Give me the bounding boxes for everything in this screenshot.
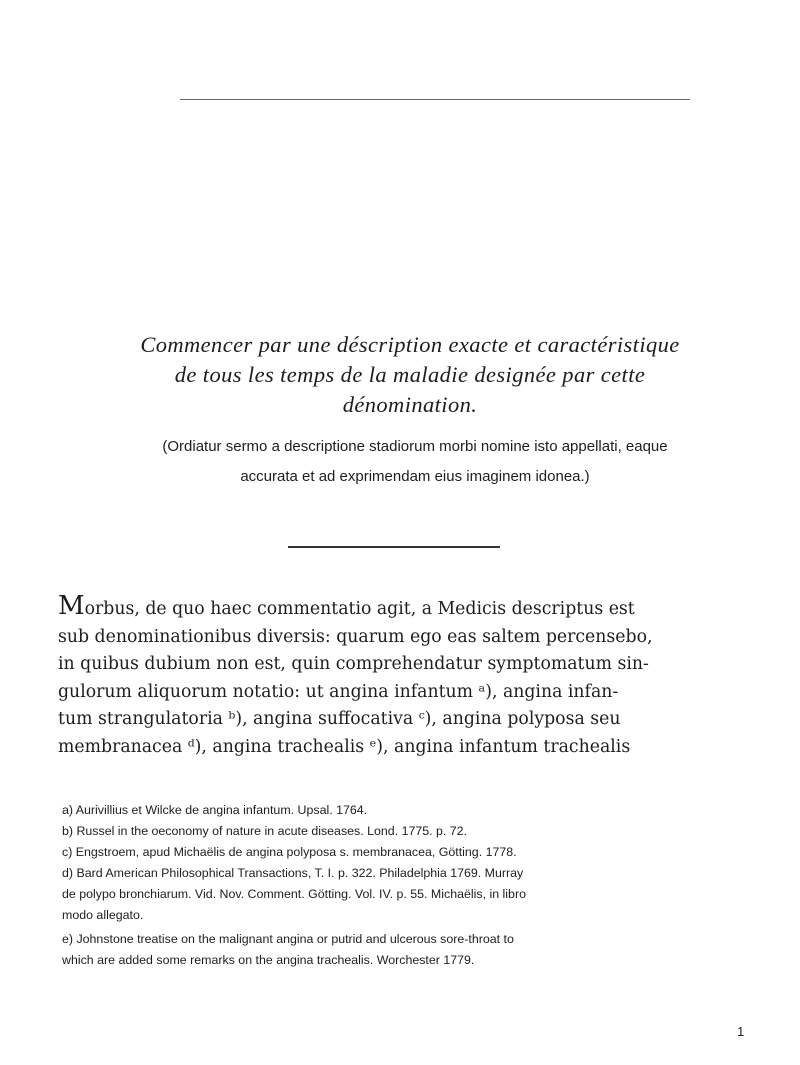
footnote-a: a) Aurivillius et Wilcke de angina infantum. Upsal. 1764.	[62, 803, 368, 817]
body-line	[58, 591, 782, 624]
body-line: sub denominationibus diversis: quarum ego eas saltem percensebo,	[58, 626, 653, 647]
body-line: tum strangulatoria ᵇ), angina suffocativa ᶜ), angina polyposa seu	[58, 709, 621, 729]
body-line: gulorum aliquorum notatio: ut angina infantum ᵃ), angina infan-	[58, 681, 619, 702]
drop-cap: M	[58, 591, 85, 621]
body-line: membranacea ᵈ), angina trachealis ᵉ), angina infantum trachealis	[58, 736, 631, 757]
french-heading-line: de tous les temps de la maladie designée par cette	[174, 362, 646, 387]
footnote-b: b) Russel in the oeconomy of nature in acute diseases. Lond. 1775. p. 72.	[62, 824, 468, 838]
latin-heading-line: (Ordiatur sermo a descriptione stadiorum morbi nomine isto appellati, eaque	[162, 438, 668, 455]
footnote-e: e) Johnstone treatise on the malignant angina or putrid and ulcerous sore-throat to	[62, 932, 514, 946]
footnote-d-continued: de polypo bronchiarum. Vid. Nov. Comment. Götting. Vol. IV. p. 55. Michaëlis, in libro	[62, 887, 526, 901]
top-rule	[180, 99, 690, 100]
french-heading-line: dénomination.	[342, 392, 478, 417]
footnote-e-continued: which are added some remarks on the angina trachealis. Worchester 1779.	[62, 953, 475, 967]
footnote-c: c) Engstroem, apud Michaëlis de angina polyposa s. membranacea, Götting. 1778.	[62, 845, 517, 859]
french-heading	[40, 330, 780, 420]
footnotes	[62, 800, 784, 971]
body-line-text: orbus, de quo haec commentatio agit, a Medicis descriptus est	[84, 599, 635, 619]
latin-heading-line: accurata et ad exprimendam eius imaginem idonea.)	[240, 468, 590, 485]
page-number: 1	[737, 1024, 745, 1039]
latin-heading	[50, 432, 780, 492]
footnote-d-continued: modo allegato.	[62, 908, 144, 922]
section-divider	[288, 546, 500, 548]
french-heading-line: Commencer par une déscription exacte et caractéristique	[140, 332, 680, 357]
body-line: in quibus dubium non est, quin comprehendatur symptomatum sin-	[58, 654, 649, 674]
body-paragraph	[58, 591, 782, 761]
footnote-d: d) Bard American Philosophical Transactions, T. I. p. 322. Philadelphia 1769. Murray	[62, 866, 524, 880]
